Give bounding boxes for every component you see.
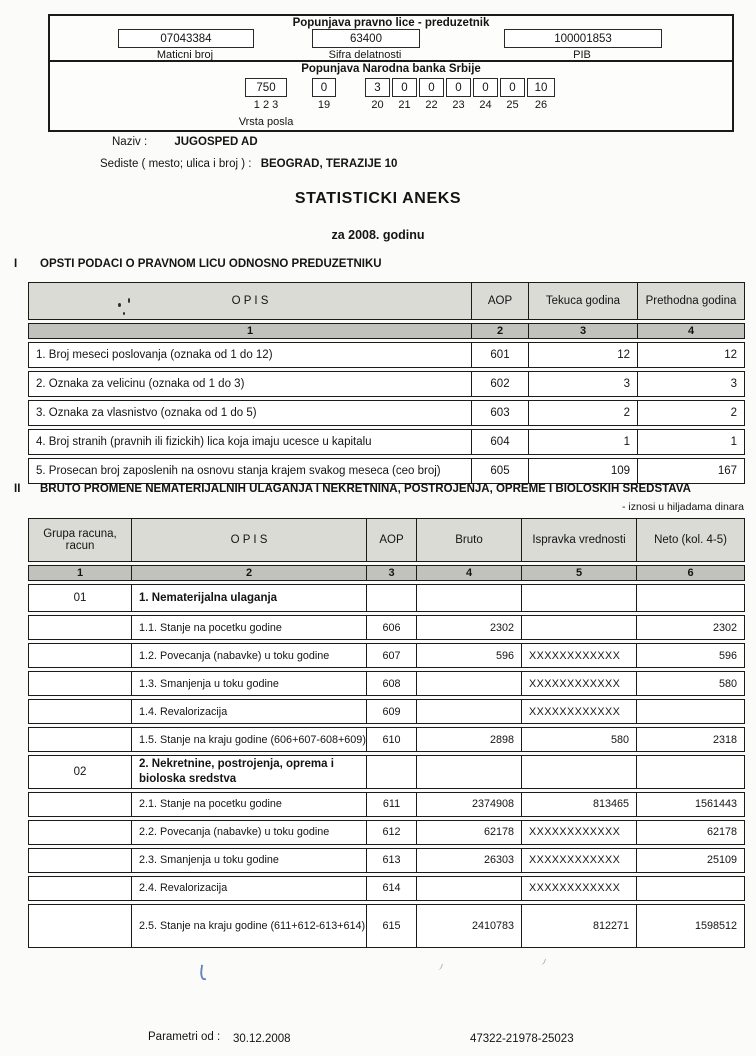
nbs-code-box-group xyxy=(474,78,497,111)
legal-entity-section-title: Popunjava pravno lice - preduzetnik xyxy=(292,17,490,29)
box19-position: 19 xyxy=(317,99,331,111)
tekuca-godina-cell: 1 xyxy=(528,430,637,454)
s2-colnum-1: 1 xyxy=(76,567,84,579)
maticni-broj-label: Maticni broj xyxy=(156,49,214,61)
neto-cell: 2302 xyxy=(636,616,744,639)
table-row xyxy=(28,643,745,668)
footer-code: 47322-21978-25023 xyxy=(470,1033,574,1045)
table-row xyxy=(28,755,745,789)
scan-artifact xyxy=(123,312,125,315)
grupa-racuna-cell xyxy=(29,644,131,667)
nbs-code-box-position: 20 xyxy=(371,99,384,111)
aop-cell: 604 xyxy=(471,430,528,454)
table-row xyxy=(28,342,745,368)
nbs-code-box-group xyxy=(393,78,416,111)
opis-cell: 1.1. Stanje na pocetku godine xyxy=(131,616,366,639)
parametri-label: Parametri od : xyxy=(148,1031,221,1043)
nbs-code-box-value: 0 xyxy=(500,78,525,97)
neto-cell: 25109 xyxy=(636,849,744,872)
maticni-broj-value: 07043384 xyxy=(118,29,254,48)
opis-cell: 1.3. Smanjenja u toku godine xyxy=(131,672,366,695)
naziv-label: Naziv : xyxy=(112,136,148,148)
s2-header-grupa: Grupa racuna, racun xyxy=(43,528,117,552)
opis-cell: 1.5. Stanje na kraju godine (606+607-608+609) xyxy=(131,728,366,751)
nbs-code-box-position: 22 xyxy=(425,99,438,111)
bruto-cell: 2374908 xyxy=(416,793,521,816)
nbs-code-box-position: 26 xyxy=(534,99,548,111)
section1-table xyxy=(28,282,745,487)
neto-cell xyxy=(636,585,744,611)
ispravka-vrednosti-cell: XXXXXXXXXXXX xyxy=(521,821,636,844)
grupa-racuna-cell xyxy=(29,728,131,751)
scan-artifact xyxy=(118,303,121,307)
grupa-racuna-cell xyxy=(29,700,131,723)
nbs-code-box-group xyxy=(366,78,389,111)
ispravka-vrednosti-cell: XXXXXXXXXXXX xyxy=(521,644,636,667)
prethodna-godina-cell: 2 xyxy=(637,401,744,425)
pib-label: PIB xyxy=(573,49,591,61)
box19-value: 0 xyxy=(312,78,336,97)
s2-header-aop: AOP xyxy=(366,519,416,561)
vrsta-posla-label: Vrsta posla xyxy=(238,116,294,128)
document-title: STATISTICKI ANEKS xyxy=(294,190,462,207)
box19-group xyxy=(304,78,344,111)
grupa-racuna-cell xyxy=(29,616,131,639)
table-row xyxy=(28,429,745,455)
scan-artifact xyxy=(199,965,208,981)
opis-cell: 2. Nekretnine, postrojenja, oprema i bioloska sredstva xyxy=(131,756,366,788)
table-row xyxy=(28,820,745,845)
nbs-code-box-value: 0 xyxy=(446,78,471,97)
s2-header-row xyxy=(28,518,745,562)
parametri-date: 30.12.2008 xyxy=(233,1033,291,1045)
aop-cell: 601 xyxy=(471,343,528,367)
aop-cell xyxy=(366,585,416,611)
nbs-code-box-value: 3 xyxy=(365,78,390,97)
aop-cell: 613 xyxy=(366,849,416,872)
amounts-note: - iznosi u hiljadama dinara xyxy=(622,501,744,513)
opis-cell: 5. Prosecan broj zaposlenih na osnovu stanja krajem svakog meseca (ceo broj) xyxy=(36,465,441,477)
table-row xyxy=(28,671,745,696)
aop-cell: 605 xyxy=(471,459,528,483)
vrsta-posla-group xyxy=(236,78,296,111)
s2-colnum-6: 6 xyxy=(636,566,744,580)
grupa-racuna-cell xyxy=(29,821,131,844)
opis-cell: 2. Oznaka za velicinu (oznaka od 1 do 3) xyxy=(36,378,245,390)
s2-colnum-5: 5 xyxy=(521,566,636,580)
s2-colnumber-row xyxy=(28,565,745,581)
aop-cell: 606 xyxy=(366,616,416,639)
section-divider xyxy=(48,60,734,62)
scan-artifact xyxy=(539,957,546,965)
s2-header-neto: Neto (kol. 4-5) xyxy=(636,519,744,561)
neto-cell: 1561443 xyxy=(636,793,744,816)
s2-header-ispravka: Ispravka vrednosti xyxy=(521,519,636,561)
neto-cell: 596 xyxy=(636,644,744,667)
sediste-value: BEOGRAD, TERAZIJE 10 xyxy=(260,158,398,170)
section2-title: BRUTO PROMENE NEMATERIJALNIH ULAGANJA I NEKRETNINA, POSTROJENJA, OPREME I BIOLOSKIH SREDSTAVA xyxy=(40,483,691,495)
aop-cell: 609 xyxy=(366,700,416,723)
section1-heading xyxy=(14,258,382,270)
s1-header-tekuca: Tekuca godina xyxy=(528,283,637,319)
opis-cell: 4. Broj stranih (pravnih ili fizickih) lica koja imaju ucesce u kapitalu xyxy=(36,436,372,448)
document-subtitle: za 2008. godinu xyxy=(331,228,425,242)
tekuca-godina-cell: 109 xyxy=(528,459,637,483)
s1-header-aop: AOP xyxy=(471,283,528,319)
table-row xyxy=(28,615,745,640)
pib-value: 100001853 xyxy=(504,29,662,48)
tekuca-godina-cell: 3 xyxy=(528,372,637,396)
opis-cell: 3. Oznaka za vlasnistvo (oznaka od 1 do 5) xyxy=(36,407,257,419)
table-row xyxy=(28,904,745,948)
prethodna-godina-cell: 167 xyxy=(637,459,744,483)
nbs-code-box-group xyxy=(528,78,554,111)
table-row xyxy=(28,727,745,752)
s1-colnumber-row xyxy=(28,323,745,339)
s1-header-row xyxy=(28,282,745,320)
opis-cell: 2.5. Stanje na kraju godine (611+612-613+614) xyxy=(131,905,366,947)
opis-cell: 2.2. Povecanja (nabavke) u toku godine xyxy=(131,821,366,844)
ispravka-vrednosti-cell xyxy=(521,756,636,788)
grupa-racuna-cell xyxy=(29,672,131,695)
grupa-racuna-cell: 02 xyxy=(73,765,87,778)
ispravka-vrednosti-cell: XXXXXXXXXXXX xyxy=(521,700,636,723)
opis-cell: 2.4. Revalorizacija xyxy=(131,877,366,900)
s1-colnum-4: 4 xyxy=(637,324,744,338)
s2-colnum-2: 2 xyxy=(131,566,366,580)
aop-cell: 615 xyxy=(366,905,416,947)
sifra-delatnosti-value: 63400 xyxy=(312,29,420,48)
section1-title: OPSTI PODACI O PRAVNOM LICU ODNOSNO PREDUZETNIKU xyxy=(40,258,382,270)
ispravka-vrednosti-cell: 580 xyxy=(521,728,636,751)
grupa-racuna-cell xyxy=(29,849,131,872)
s1-header-prethodna: Prethodna godina xyxy=(637,283,744,319)
nbs-code-box-group xyxy=(501,78,524,111)
bruto-cell: 596 xyxy=(416,644,521,667)
bruto-cell: 26303 xyxy=(416,849,521,872)
nbs-code-box-position: 24 xyxy=(479,99,492,111)
s2-header-opis: O P I S xyxy=(131,519,366,561)
aop-cell: 614 xyxy=(366,877,416,900)
nbs-code-box-value: 0 xyxy=(473,78,498,97)
s1-colnum-1: 1 xyxy=(246,325,254,337)
scan-artifact xyxy=(436,962,443,970)
naziv-value: JUGOSPED AD xyxy=(174,136,258,148)
neto-cell: 1598512 xyxy=(636,905,744,947)
opis-cell: 1.4. Revalorizacija xyxy=(131,700,366,723)
nbs-code-box-position: 25 xyxy=(506,99,519,111)
sifra-delatnosti-label: Sifra delatnosti xyxy=(328,49,402,61)
neto-cell: 62178 xyxy=(636,821,744,844)
sediste-line xyxy=(100,158,397,170)
ispravka-vrednosti-cell: 812271 xyxy=(521,905,636,947)
bruto-cell xyxy=(416,877,521,900)
opis-cell: 2.1. Stanje na pocetku godine xyxy=(131,793,366,816)
neto-cell: 2318 xyxy=(636,728,744,751)
s2-header-bruto: Bruto xyxy=(416,519,521,561)
bruto-cell: 2302 xyxy=(416,616,521,639)
table-row xyxy=(28,371,745,397)
bruto-cell: 2898 xyxy=(416,728,521,751)
opis-cell: 2.3. Smanjenja u toku godine xyxy=(131,849,366,872)
table-row xyxy=(28,876,745,901)
opis-cell: 1. Nematerijalna ulaganja xyxy=(131,585,366,611)
ispravka-vrednosti-cell: XXXXXXXXXXXX xyxy=(521,849,636,872)
grupa-racuna-cell xyxy=(29,905,131,947)
section1-number: I xyxy=(14,258,18,270)
opis-cell: 1. Broj meseci poslovanja (oznaka od 1 do 12) xyxy=(36,349,273,361)
grupa-racuna-cell: 01 xyxy=(73,592,87,604)
bruto-cell: 2410783 xyxy=(416,905,521,947)
vrsta-posla-positions: 1 2 3 xyxy=(253,99,279,111)
aop-cell xyxy=(366,756,416,788)
prethodna-godina-cell: 12 xyxy=(637,343,744,367)
aop-cell: 610 xyxy=(366,728,416,751)
section2-table xyxy=(28,518,745,951)
neto-cell xyxy=(636,756,744,788)
nbs-code-box-value: 0 xyxy=(419,78,444,97)
grupa-racuna-cell xyxy=(29,877,131,900)
tekuca-godina-cell: 2 xyxy=(528,401,637,425)
nbs-code-box-group xyxy=(420,78,443,111)
grupa-racuna-cell xyxy=(29,793,131,816)
table-row xyxy=(28,792,745,817)
nbs-code-box-value: 0 xyxy=(392,78,417,97)
nbs-code-box-position: 23 xyxy=(452,99,465,111)
prethodna-godina-cell: 3 xyxy=(637,372,744,396)
s1-colnum-3: 3 xyxy=(528,324,637,338)
nbs-code-box-value: 10 xyxy=(527,78,555,97)
bruto-cell xyxy=(416,700,521,723)
nbs-section-title: Popunjava Narodna banka Srbije xyxy=(301,63,481,75)
naziv-line xyxy=(112,136,258,148)
vrsta-posla-value: 750 xyxy=(245,78,287,97)
bruto-cell: 62178 xyxy=(416,821,521,844)
ispravka-vrednosti-cell: 813465 xyxy=(521,793,636,816)
nbs-code-boxes xyxy=(366,78,554,111)
s2-colnum-3: 3 xyxy=(366,566,416,580)
ispravka-vrednosti-cell xyxy=(521,585,636,611)
prethodna-godina-cell: 1 xyxy=(637,430,744,454)
bruto-cell xyxy=(416,756,521,788)
section2-number: II xyxy=(14,483,21,495)
nbs-code-box-position: 21 xyxy=(398,99,411,111)
neto-cell xyxy=(636,877,744,900)
neto-cell xyxy=(636,700,744,723)
aop-cell: 608 xyxy=(366,672,416,695)
header-form-box xyxy=(48,14,734,132)
table-row xyxy=(28,584,745,612)
ispravka-vrednosti-cell: XXXXXXXXXXXX xyxy=(521,672,636,695)
s2-colnum-4: 4 xyxy=(416,566,521,580)
bruto-cell xyxy=(416,585,521,611)
sediste-label: Sediste ( mesto; ulica i broj ) : xyxy=(100,158,252,170)
ispravka-vrednosti-cell: XXXXXXXXXXXX xyxy=(521,877,636,900)
s1-colnum-2: 2 xyxy=(471,324,528,338)
aop-cell: 603 xyxy=(471,401,528,425)
bruto-cell xyxy=(416,672,521,695)
nbs-code-box-group xyxy=(447,78,470,111)
table-row xyxy=(28,848,745,873)
aop-cell: 607 xyxy=(366,644,416,667)
tekuca-godina-cell: 12 xyxy=(528,343,637,367)
table-row xyxy=(28,699,745,724)
s1-header-opis: O P I S xyxy=(231,295,269,307)
neto-cell: 580 xyxy=(636,672,744,695)
table-row xyxy=(28,458,745,484)
aop-cell: 611 xyxy=(366,793,416,816)
section2-heading xyxy=(14,483,691,495)
aop-cell: 612 xyxy=(366,821,416,844)
aop-cell: 602 xyxy=(471,372,528,396)
opis-cell: 1.2. Povecanja (nabavke) u toku godine xyxy=(131,644,366,667)
scan-artifact xyxy=(128,298,130,303)
table-row xyxy=(28,400,745,426)
ispravka-vrednosti-cell xyxy=(521,616,636,639)
